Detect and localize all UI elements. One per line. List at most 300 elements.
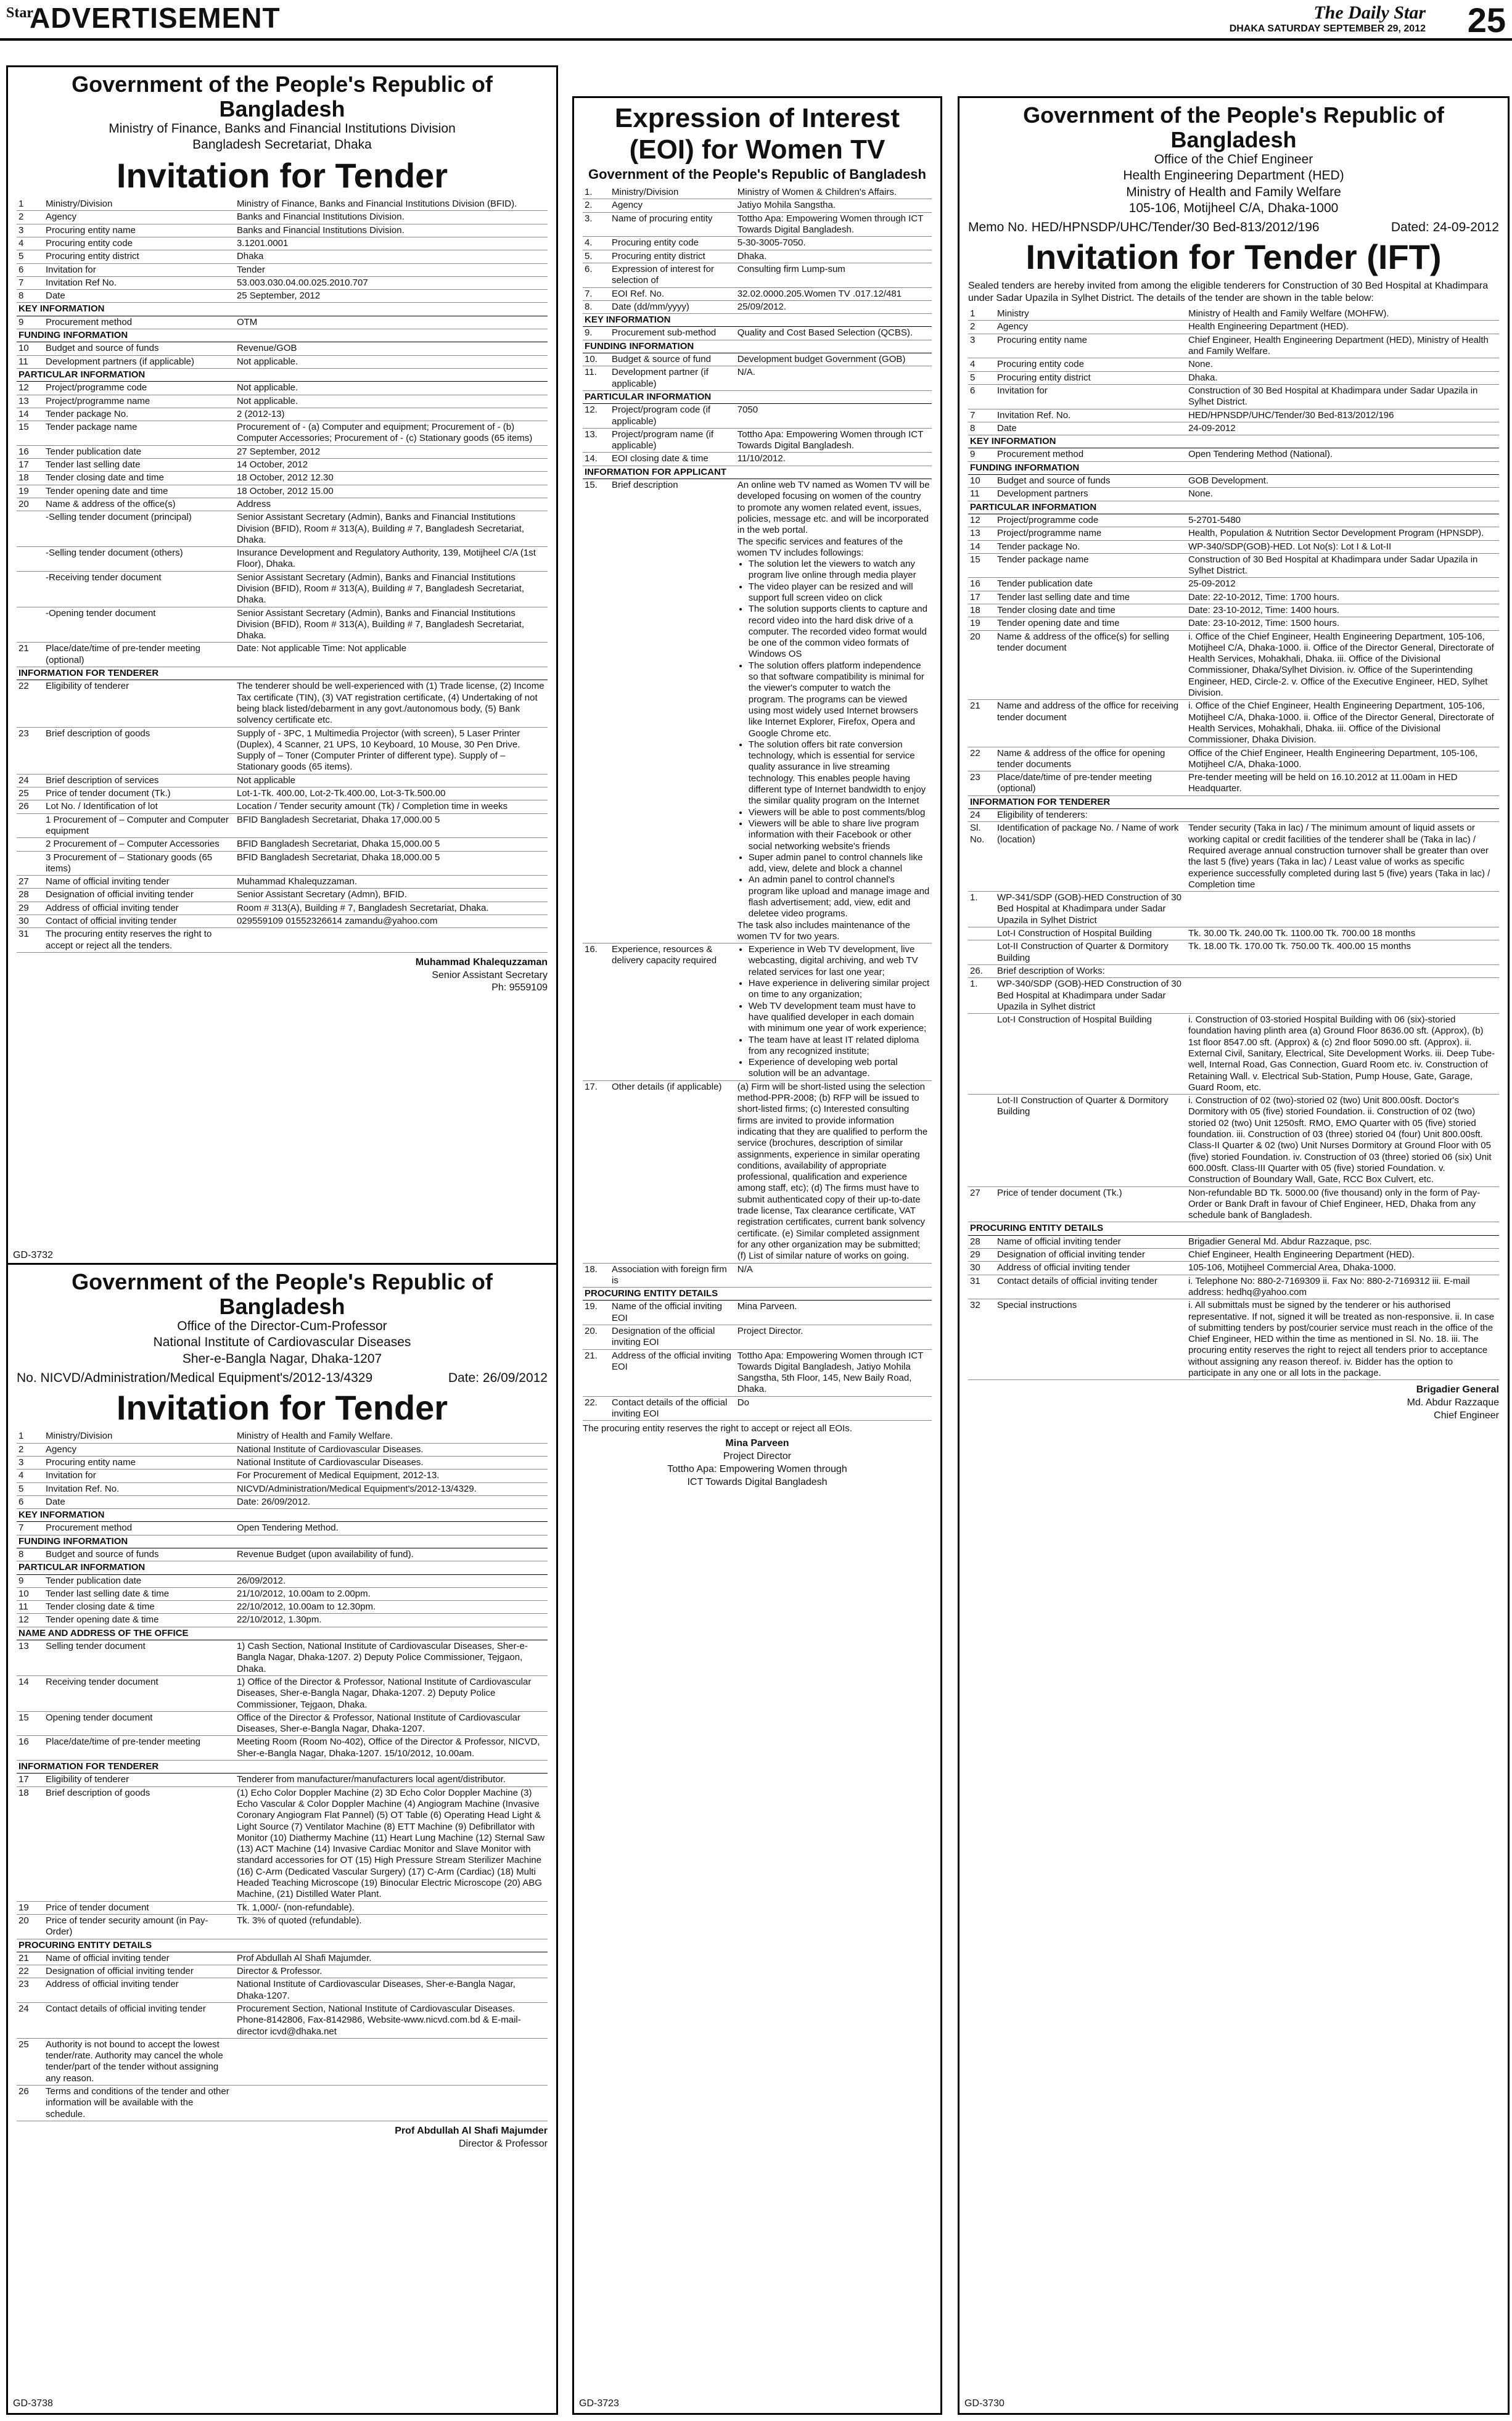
signature-block bbox=[583, 1437, 932, 1489]
row-number: 32 bbox=[968, 1299, 995, 1380]
table-row bbox=[968, 527, 1499, 540]
row-value: 22/10/2012, 10.00am to 12.30pm. bbox=[235, 1601, 548, 1614]
row-label: Name of official inviting tender bbox=[44, 876, 235, 889]
table-row bbox=[17, 851, 548, 876]
row-label: Tender opening date and time bbox=[44, 485, 235, 498]
row-label: Procuring entity name bbox=[995, 334, 1186, 358]
table-row bbox=[17, 224, 548, 237]
row-label: Procurement method bbox=[44, 1522, 235, 1535]
ad-subtitle: Health Engineering Department (HED) bbox=[1123, 168, 1344, 183]
row-label: Development partner (if applicable) bbox=[610, 366, 736, 391]
row-number: 17 bbox=[17, 1774, 44, 1786]
row-number: 24 bbox=[17, 774, 44, 787]
ad-subtitle: Government of the People's Republic of Bangladesh bbox=[588, 166, 926, 183]
row-number: 30 bbox=[968, 1262, 995, 1275]
row-number: 27 bbox=[17, 876, 44, 889]
row-number: 7. bbox=[583, 287, 610, 300]
table-row bbox=[968, 1095, 1499, 1186]
table-row bbox=[17, 485, 548, 498]
row-label: Opening tender document bbox=[44, 1711, 235, 1736]
row-value: i. All submittals must be signed by the tenderer or his authorised representative. If not, signed it will be treated as non-responsive. ii. In case of submitting tenders by post/courier service must reach in the office of the Chief Engineer, HED within the time as mentioned in Sl. No. 18. iii. The procuring entity reserves the right to reject all tenders prior to acceptance without assigning any reason thereof. iv. Bidder has the option to participate in any one or all lots in the package. bbox=[1186, 1299, 1499, 1380]
table-row bbox=[968, 358, 1499, 371]
table-row bbox=[968, 1262, 1499, 1275]
row-number: 10. bbox=[583, 353, 610, 366]
row-value: Ministry of Women & Children's Affairs. bbox=[736, 186, 932, 199]
row-number: 9 bbox=[968, 448, 995, 461]
row-number: 1. bbox=[583, 186, 610, 199]
row-label: Development partners (if applicable) bbox=[44, 355, 235, 368]
row-label: Procuring entity name bbox=[44, 224, 235, 237]
row-label: Contact of official inviting tender bbox=[44, 915, 235, 928]
section-heading: INFORMATION FOR TENDERER bbox=[17, 1761, 548, 1774]
table-row bbox=[17, 571, 548, 607]
row-value: Date: 26/09/2012. bbox=[235, 1495, 548, 1508]
row-number: 10 bbox=[17, 1587, 44, 1600]
section-heading-row bbox=[17, 1535, 548, 1548]
row-label: Eligibility of tenderers: bbox=[995, 809, 1186, 822]
row-label: Procurement method bbox=[995, 448, 1186, 461]
row-label: Brief description of goods bbox=[44, 727, 235, 774]
row-number: 20 bbox=[17, 498, 44, 511]
row-number: 9 bbox=[17, 316, 44, 329]
row-number: 6 bbox=[17, 1495, 44, 1508]
ad-code: GD-3730 bbox=[964, 2398, 1005, 2409]
table-row bbox=[17, 2038, 548, 2085]
row-number: 7 bbox=[968, 409, 995, 422]
ad-subtitle: Bangladesh Secretariat, Dhaka bbox=[192, 138, 372, 152]
list-item: • The solution offers platform independence so that software compatibility is minimal for the viewer's computer to watch the program. The programs can be viewed using most widely used Internet browsers like Internet Explorer, Firefox, Opera and Google Chrome etc. bbox=[749, 660, 930, 739]
row-number: 5. bbox=[583, 250, 610, 263]
section-heading-row bbox=[17, 1627, 548, 1640]
row-value: Ministry of Health and Family Welfare (MOHFW). bbox=[1186, 308, 1499, 321]
memo-line bbox=[17, 1371, 548, 1386]
table-row bbox=[17, 915, 548, 928]
page-number: 25 bbox=[1467, 1, 1506, 39]
row-value: i. Office of the Chief Engineer, Health Engineering Department, 105-106, Motijheel C/A, Dhaka-1000. ii. Office of the Director General, Directorate of Health Services, Mohakhali, Dhaka. iii. Office of the Divisional Commissioner, Dhaka/Sylhet Division. iv. Office of the Superintending Engineer, HED, Circle-2. v. Office of the Executive Engineer, HED, Sylhet Division. bbox=[1186, 630, 1499, 700]
row-number: 23 bbox=[17, 1978, 44, 2003]
row-value: 029559109 01552326614 zamandu@yahoo.com bbox=[235, 915, 548, 928]
row-number: 13 bbox=[17, 1640, 44, 1676]
row-number: 3. bbox=[583, 212, 610, 237]
row-value: Dhaka bbox=[235, 250, 548, 263]
row-number: 5 bbox=[968, 371, 995, 384]
row-number: 1 bbox=[17, 198, 44, 211]
row-label: Development partners bbox=[995, 488, 1186, 501]
table-row bbox=[583, 353, 932, 366]
row-label: Procuring entity code bbox=[995, 358, 1186, 371]
table-row bbox=[17, 263, 548, 276]
table-row bbox=[17, 838, 548, 851]
table-row bbox=[968, 1235, 1499, 1248]
table-row bbox=[583, 1301, 932, 1325]
row-value: Open Tendering Method. bbox=[235, 1522, 548, 1535]
row-number: 11. bbox=[583, 366, 610, 391]
row-label: Price of tender document (Tk.) bbox=[44, 787, 235, 800]
row-number: 2 bbox=[17, 1443, 44, 1456]
tender-table bbox=[968, 308, 1499, 1380]
table-row bbox=[968, 1275, 1499, 1299]
row-label: Budget & source of fund bbox=[610, 353, 736, 366]
row-value: Open Tendering Method (National). bbox=[1186, 448, 1499, 461]
signatory-title: Project Director bbox=[723, 1451, 792, 1462]
table-row bbox=[17, 445, 548, 458]
row-value: Room # 313(A), Building # 7, Bangladesh Secretariat, Dhaka. bbox=[235, 902, 548, 915]
row-value: i. Construction of 02 (two)-storied 02 (two) Unit 800.00sft. Doctor's Dormitory with 05 (five) storied Foundation. ii. Construction of 02 (two) storied 02 (two) Unit 1250sft. RMO, EMO Quarter with 05 (five) storied foundation. iii. Construction of 03 (three) storied 04 (four) Unit 800.00sft. Class-II Quarter & 02 (two) Unit Nurses Dormitory at Ground Floor with 05 (five) storied Foundation. iv. Construction of 03 (three) storied 06 (six) Unit 600.00sft. Class-III Quarter with 05 (five) storied Foundation. v. Construction of Boundary Wall, Gate, RCC Box Culvert, etc. bbox=[1186, 1095, 1499, 1186]
row-label: Selling tender document bbox=[44, 1640, 235, 1676]
row-label: Ministry bbox=[995, 308, 1186, 321]
table-row bbox=[583, 1349, 932, 1396]
row-value: Senior Assistant Secretary (Admin), Banks and Financial Institutions Division (BFID), Room # 313(A), Building # 7, Bangladesh Secretariat, Dhaka. bbox=[235, 511, 548, 547]
row-value: Ministry of Finance, Banks and Financial Institutions Division (BFID). bbox=[235, 198, 548, 211]
row-number: 10 bbox=[968, 475, 995, 488]
row-label: Tender package No. bbox=[995, 540, 1186, 553]
row-value: The tenderer should be well-experienced with (1) Trade license, (2) Income Tax certificate (TIN), (3) VAT registration certificate, (4) Undertaking of not being black listed/debarment in any govt./autonomous body, (5) Bank solvency certificate etc. bbox=[235, 680, 548, 727]
row-label: Name & address of the office for opening tender documents bbox=[995, 747, 1186, 771]
row-number: 18 bbox=[968, 604, 995, 617]
row-label: Contact details of official inviting tender bbox=[44, 2002, 235, 2038]
ad-subtitle: Sher-e-Bangla Nagar, Dhaka-1207 bbox=[182, 1351, 382, 1366]
ad-bfid-tender bbox=[6, 65, 558, 1267]
section-heading: INFORMATION FOR TENDERER bbox=[17, 667, 548, 680]
table-row bbox=[583, 250, 932, 263]
signatory-name: Mina Parveen bbox=[725, 1438, 789, 1449]
signatory-title: Chief Engineer bbox=[1434, 1410, 1499, 1421]
row-value: 25/09/2012. bbox=[736, 300, 932, 313]
row-number: 8 bbox=[17, 1548, 44, 1561]
table-row bbox=[968, 617, 1499, 630]
section-heading: PARTICULAR INFORMATION bbox=[583, 390, 932, 403]
row-number: 4 bbox=[968, 358, 995, 371]
row-value: 25 September, 2012 bbox=[235, 290, 548, 303]
row-label: Authority is not bound to accept the lowest tender/rate. Authority may cancel the whole tender/part of the tender without assigning any reason. bbox=[44, 2038, 235, 2085]
list-item: • Have experience in delivering similar project on time to any organization; bbox=[749, 978, 930, 1001]
ad-subtitle: National Institute of Cardiovascular Diseases bbox=[153, 1335, 411, 1350]
row-label: Tender last selling date and time bbox=[995, 591, 1186, 604]
row-label: Procuring entity district bbox=[995, 371, 1186, 384]
row-value: 27 September, 2012 bbox=[235, 445, 548, 458]
row-number bbox=[17, 511, 44, 547]
row-number: 11 bbox=[17, 355, 44, 368]
row-label: Address of official inviting tender bbox=[44, 902, 235, 915]
row-label: Tender opening date & time bbox=[44, 1614, 235, 1627]
row-value: 21/10/2012, 10.00am to 2.00pm. bbox=[235, 1587, 548, 1600]
row-number bbox=[17, 851, 44, 876]
ad-subtitle: 105-106, Motijheel C/A, Dhaka-1000 bbox=[1128, 200, 1339, 215]
table-row bbox=[17, 1574, 548, 1587]
row-label: Budget and source of funds bbox=[44, 342, 235, 355]
row-value: Director & Professor. bbox=[235, 1965, 548, 1978]
row-number: 28 bbox=[968, 1235, 995, 1248]
table-row bbox=[968, 927, 1499, 940]
table-row bbox=[583, 212, 932, 237]
row-value bbox=[235, 2038, 548, 2085]
row-number: 1 bbox=[968, 308, 995, 321]
row-value: Not applicable. bbox=[235, 395, 548, 408]
row-label: Procuring entity code bbox=[44, 237, 235, 250]
row-value: Date: 23-10-2012, Time: 1400 hours. bbox=[1186, 604, 1499, 617]
row-label: Tender last selling date & time bbox=[44, 1587, 235, 1600]
table-row bbox=[17, 421, 548, 446]
row-number: 2 bbox=[968, 321, 995, 334]
row-number: 8. bbox=[583, 300, 610, 313]
row-number: 8 bbox=[17, 290, 44, 303]
row-value: Tottho Apa: Empowering Women through ICT Towards Digital Bangladesh. bbox=[736, 428, 932, 453]
table-row bbox=[17, 382, 548, 395]
row-number: 30 bbox=[17, 915, 44, 928]
table-row bbox=[17, 902, 548, 915]
row-value: Meeting Room (Room No-402), Office of the Director & Professor, NICVD, Sher-e-Bangla Nagar, Dhaka-1207. 15/10/2012, 10.00am. bbox=[235, 1736, 548, 1761]
row-value: Dhaka. bbox=[1186, 371, 1499, 384]
row-number: 19 bbox=[17, 485, 44, 498]
row-value: Address bbox=[235, 498, 548, 511]
row-label: Procuring entity code bbox=[610, 237, 736, 250]
row-label: Name & address of the office(s) for selling tender document bbox=[995, 630, 1186, 700]
table-row bbox=[17, 1978, 548, 2003]
row-label: Invitation Ref. No. bbox=[995, 409, 1186, 422]
row-number: 4 bbox=[17, 237, 44, 250]
row-number: 17 bbox=[17, 459, 44, 472]
row-value bbox=[1186, 892, 1499, 927]
row-label: Price of tender security amount (in Pay-Order) bbox=[44, 1914, 235, 1939]
row-value: Development budget Government (GOB) bbox=[736, 353, 932, 366]
list-item: • Viewers will be able to share live program information with their Facebook or other social networking website's friends bbox=[749, 818, 930, 852]
table-row bbox=[968, 409, 1499, 422]
row-label: Eligibility of tenderer bbox=[44, 1774, 235, 1786]
row-label: Identification of package No. / Name of work (location) bbox=[995, 822, 1186, 892]
row-number: 18 bbox=[17, 472, 44, 485]
table-row bbox=[968, 321, 1499, 334]
row-label: Eligibility of tenderer bbox=[44, 680, 235, 727]
table-row bbox=[17, 1601, 548, 1614]
table-row bbox=[17, 198, 548, 211]
row-value: Date: Not applicable Time: Not applicable bbox=[235, 643, 548, 667]
section-heading: PROCURING ENTITY DETAILS bbox=[583, 1288, 932, 1301]
table-row bbox=[17, 1736, 548, 1761]
row-label: Brief description of services bbox=[44, 774, 235, 787]
row-value: Health, Population & Nutrition Sector Development Program (HPNSDP). bbox=[1186, 527, 1499, 540]
table-row bbox=[968, 591, 1499, 604]
row-number: 6 bbox=[17, 263, 44, 276]
row-value: 2 (2012-13) bbox=[235, 408, 548, 421]
row-number: 1. bbox=[968, 978, 995, 1014]
ad-subtitle: Office of the Director-Cum-Professor bbox=[177, 1319, 387, 1334]
table-row bbox=[17, 1675, 548, 1711]
row-label: Ministry/Division bbox=[610, 186, 736, 199]
row-number: 20 bbox=[968, 630, 995, 700]
table-row bbox=[583, 943, 932, 1081]
table-row bbox=[968, 334, 1499, 358]
ad-nicvd-tender bbox=[6, 1263, 558, 2415]
row-number: 2 bbox=[17, 211, 44, 224]
row-value: Tk. 30.00 Tk. 240.00 Tk. 1100.00 Tk. 700.00 18 months bbox=[1186, 927, 1499, 940]
brief-outro: The task also includes maintenance of the women TV for two years. bbox=[737, 919, 910, 942]
row-label: Project/programme code bbox=[44, 382, 235, 395]
table-row bbox=[17, 928, 548, 953]
table-row bbox=[17, 876, 548, 889]
issue-date: DHAKA SATURDAY SEPTEMBER 29, 2012 bbox=[1229, 23, 1426, 34]
row-value: Quality and Cost Based Selection (QCBS). bbox=[736, 327, 932, 340]
row-value: Construction of 30 Bed Hospital at Khadimpara under Sadar Upazila in Sylhet District. bbox=[1186, 384, 1499, 409]
row-number: 20 bbox=[17, 1914, 44, 1939]
table-row bbox=[17, 774, 548, 787]
row-label: Place/date/time of pre-tender meeting (optional) bbox=[44, 643, 235, 667]
table-row bbox=[968, 422, 1499, 435]
row-label: Date bbox=[44, 1495, 235, 1508]
list-item: • The solution let the viewers to watch any program live online through media player bbox=[749, 559, 930, 582]
row-number: 15 bbox=[17, 1711, 44, 1736]
row-number: 2. bbox=[583, 199, 610, 212]
list-item: • Web TV development team must have to have qualified developer in each domain with minimum one year of work experience; bbox=[749, 1001, 930, 1035]
table-row bbox=[17, 889, 548, 902]
row-label: Name & address of the office(s) bbox=[44, 498, 235, 511]
table-row bbox=[968, 771, 1499, 796]
row-value: Tender bbox=[235, 263, 548, 276]
row-label: Experience, resources & delivery capacity required bbox=[610, 943, 736, 1081]
section-heading-row bbox=[583, 1288, 932, 1301]
row-value: Not applicable. bbox=[235, 355, 548, 368]
section-heading: FUNDING INFORMATION bbox=[968, 461, 1499, 474]
table-row bbox=[17, 290, 548, 303]
row-value: 14 October, 2012 bbox=[235, 459, 548, 472]
ad-code: GD-3732 bbox=[13, 1250, 53, 1260]
row-number: 25 bbox=[17, 2038, 44, 2085]
row-value: BFID Bangladesh Secretariat, Dhaka 15,000.00 5 bbox=[235, 838, 548, 851]
row-value: National Institute of Cardiovascular Diseases. bbox=[235, 1456, 548, 1469]
row-number: 14 bbox=[17, 408, 44, 421]
row-label: Other details (if applicable) bbox=[610, 1080, 736, 1263]
signatory-name: Md. Abdur Razzaque bbox=[1407, 1397, 1499, 1408]
row-number: 23 bbox=[968, 771, 995, 796]
row-label: 2 Procurement of – Computer Accessories bbox=[44, 838, 235, 851]
table-row bbox=[583, 1325, 932, 1349]
row-number: 23 bbox=[17, 727, 44, 774]
table-row bbox=[17, 1430, 548, 1443]
row-value: None. bbox=[1186, 488, 1499, 501]
row-label: EOI Ref. No. bbox=[610, 287, 736, 300]
table-row bbox=[968, 978, 1499, 1014]
list-item: • The solution supports clients to capture and record video into the hard disk drive of a computer. The recorded video format would be one of the common video formats of Windows OS bbox=[749, 604, 930, 660]
table-row bbox=[17, 1914, 548, 1939]
section-heading: PARTICULAR INFORMATION bbox=[17, 368, 548, 381]
row-label: The procuring entity reserves the right to accept or reject all the tenders. bbox=[44, 928, 235, 953]
section-heading-row bbox=[968, 795, 1499, 808]
table-row bbox=[17, 276, 548, 289]
row-value: 7050 bbox=[736, 404, 932, 429]
row-value: Jatiyo Mohila Sangstha. bbox=[736, 199, 932, 212]
row-value: 53.003.030.04.00.025.2010.707 bbox=[235, 276, 548, 289]
row-number: 9 bbox=[17, 1574, 44, 1587]
footnote: The procuring entity reserves the right to accept or reject all EOIs. bbox=[583, 1423, 852, 1434]
row-label: Designation of the official inviting EOI bbox=[610, 1325, 736, 1349]
row-label: Project/programme name bbox=[44, 395, 235, 408]
row-label: 3 Procurement of – Stationary goods (65 items) bbox=[44, 851, 235, 876]
row-label: Tender publication date bbox=[995, 578, 1186, 591]
table-row bbox=[968, 964, 1499, 977]
row-number bbox=[17, 607, 44, 643]
row-label: Date bbox=[995, 422, 1186, 435]
row-number: 13 bbox=[17, 395, 44, 408]
table-row bbox=[17, 1469, 548, 1482]
row-number: 31 bbox=[968, 1275, 995, 1299]
row-label: Name of official inviting tender bbox=[995, 1235, 1186, 1248]
row-number: 21. bbox=[583, 1349, 610, 1396]
section-heading-row bbox=[17, 1761, 548, 1774]
row-label: -Receiving tender document bbox=[44, 571, 235, 607]
ad-title: Expression of Interest (EOI) for Women TV bbox=[614, 103, 900, 165]
row-value: Tottho Apa: Empowering Women through ICT Towards Digital Bangladesh. bbox=[736, 212, 932, 237]
table-row bbox=[968, 475, 1499, 488]
row-number: 16 bbox=[968, 578, 995, 591]
row-number: 17. bbox=[583, 1080, 610, 1263]
row-label: Address of the official inviting EOI bbox=[610, 1349, 736, 1396]
table-row bbox=[17, 316, 548, 329]
table-row bbox=[968, 1249, 1499, 1262]
section-heading-row bbox=[968, 1222, 1499, 1235]
table-row bbox=[968, 1299, 1499, 1380]
row-label: -Selling tender document (principal) bbox=[44, 511, 235, 547]
signatory-title: Senior Assistant Secretary bbox=[432, 969, 548, 980]
row-value bbox=[1186, 964, 1499, 977]
section-heading-row bbox=[968, 461, 1499, 474]
section-heading-row bbox=[17, 1939, 548, 1952]
row-number: 11 bbox=[968, 488, 995, 501]
row-number: 14 bbox=[968, 540, 995, 553]
row-label: Lot-I Construction of Hospital Building bbox=[995, 1014, 1186, 1095]
row-number: 18 bbox=[17, 1786, 44, 1901]
table-row bbox=[17, 355, 548, 368]
table-row bbox=[583, 428, 932, 453]
row-number bbox=[968, 927, 995, 940]
table-row bbox=[968, 809, 1499, 822]
list-item: • The solution offers bit rate conversion technology, which is essential for service quality assurance in live streaming technology. This enables people having different type of Internet bandwidth to enjoy the similar quality program on the Internet bbox=[749, 739, 930, 807]
row-label: Name of the official inviting EOI bbox=[610, 1301, 736, 1325]
table-row bbox=[17, 472, 548, 485]
table-row bbox=[583, 300, 932, 313]
row-label: -Opening tender document bbox=[44, 607, 235, 643]
row-value: Senior Assistant Secretary (Admin), Banks and Financial Institutions Division (BFID), Room # 313(A), Building # 7, Bangladesh Secretariat, Dhaka. bbox=[235, 571, 548, 607]
row-number: 11 bbox=[17, 1601, 44, 1614]
row-label: 1 Procurement of – Computer and Computer equipment bbox=[44, 813, 235, 838]
row-value: Banks and Financial Institutions Division. bbox=[235, 211, 548, 224]
row-number: 17 bbox=[968, 591, 995, 604]
table-row bbox=[968, 822, 1499, 892]
row-label: Ministry/Division bbox=[44, 1430, 235, 1443]
ad-title: Government of the People's Republic of Bangladesh bbox=[72, 72, 493, 121]
row-value: 25-09-2012 bbox=[1186, 578, 1499, 591]
row-number: 16. bbox=[583, 943, 610, 1081]
row-label: -Selling tender document (others) bbox=[44, 547, 235, 572]
row-value: OTM bbox=[235, 316, 548, 329]
row-value: Tenderer from manufacturer/manufacturers local agent/distributor. bbox=[235, 1774, 548, 1786]
row-label: Contact details of official inviting tender bbox=[995, 1275, 1186, 1299]
brand-logo: Star bbox=[6, 5, 33, 21]
row-value bbox=[235, 928, 548, 953]
row-value: Pre-tender meeting will be held on 16.10.2012 at 11.00am in HED Headquarter. bbox=[1186, 771, 1499, 796]
table-row bbox=[17, 395, 548, 408]
row-value: National Institute of Cardiovascular Diseases. bbox=[235, 1443, 548, 1456]
row-number bbox=[17, 571, 44, 607]
brief-intro: An online web TV named as Women TV will be developed focusing on women of the country to promote any women related event, issues, policies, message etc. and will be incorporated in the web portal. bbox=[737, 480, 930, 536]
row-label: Contact details of the official inviting EOI bbox=[610, 1396, 736, 1421]
row-number bbox=[17, 813, 44, 838]
list-item: • An admin panel to control channel's program like upload and manage image and flash advertisement; add, view, edit and deletee video programs. bbox=[749, 874, 930, 919]
ad-heading: Invitation for Tender (IFT) bbox=[1025, 237, 1442, 277]
feature-list bbox=[738, 559, 930, 920]
row-value: GOB Development. bbox=[1186, 475, 1499, 488]
section-heading: KEY INFORMATION bbox=[17, 303, 548, 316]
table-row bbox=[583, 404, 932, 429]
row-value: Chief Engineer, Health Engineering Department (HED), Ministry of Health and Family Welfare. bbox=[1186, 334, 1499, 358]
